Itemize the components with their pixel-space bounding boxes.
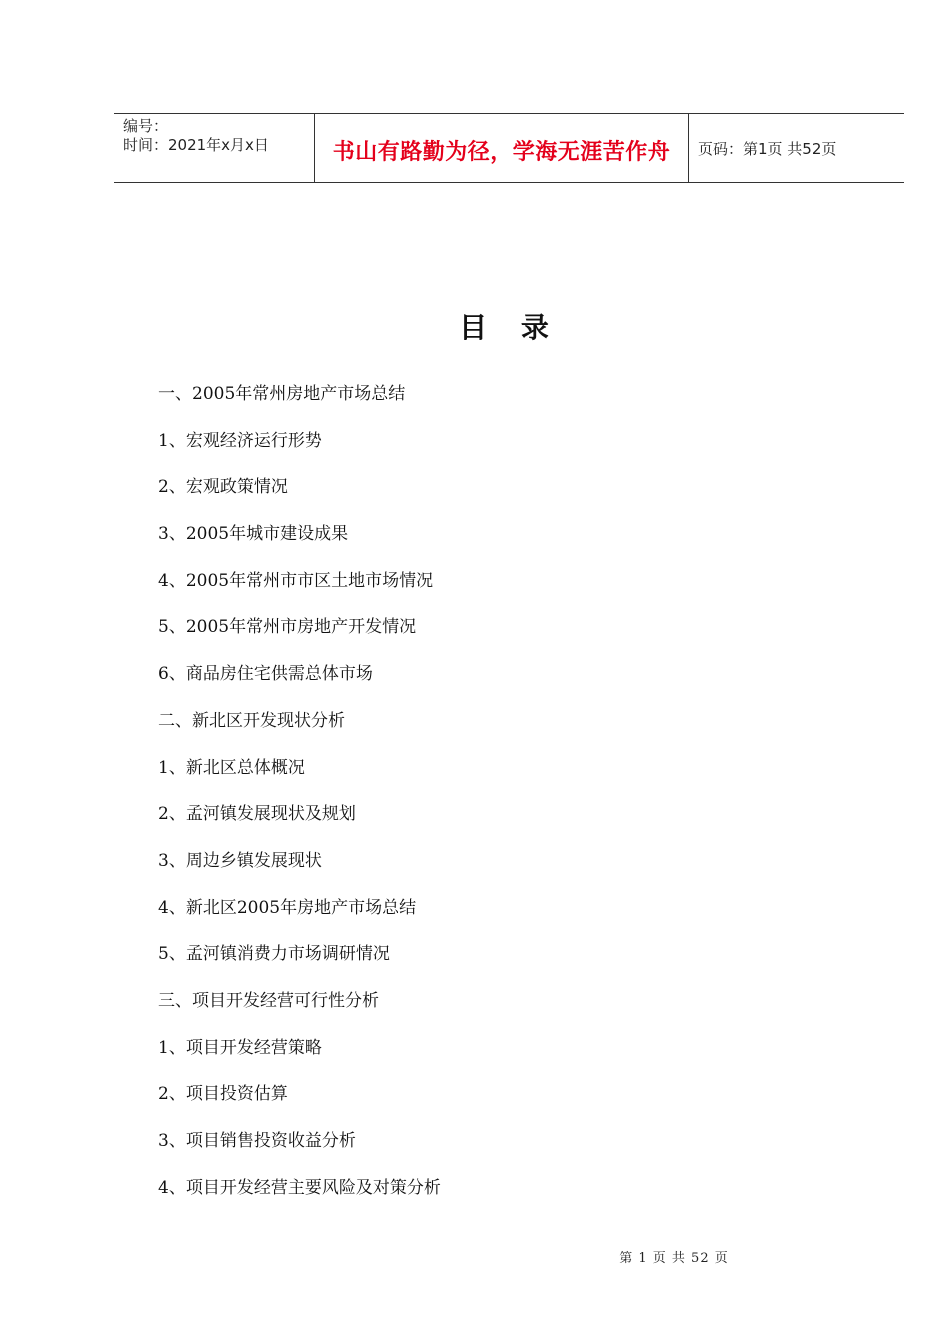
toc-item: 4、新北区2005年房地产市场总结 [158,897,417,918]
toc-item: 1、宏观经济运行形势 [158,430,322,451]
toc-item: 1、新北区总体概况 [158,757,305,778]
page-header [114,113,904,183]
toc-item: 3、项目销售投资收益分析 [158,1131,356,1151]
motto-text: 书山有路勤为径，学海无涯苦作舟 [332,138,671,165]
header-page-cell [689,114,904,182]
toc-item: 2、孟河镇发展现状及规划 [158,804,356,825]
toc-item: 2、项目投资估算 [158,1084,288,1105]
toc-item: 5、孟河镇消费力市场调研情况 [158,944,390,965]
page-label: 页码：第1页 共52页 [698,139,837,158]
header-motto-cell [315,114,689,182]
table-of-contents [158,378,441,1218]
header-meta-cell [114,114,315,182]
toc-item: 4、项目开发经营主要风险及对策分析 [158,1177,441,1198]
number-label: 编号： [123,117,169,135]
toc-item: 1、项目开发经营策略 [158,1037,322,1058]
time-label: 时间：2021年x月x日 [123,136,269,154]
toc-item: 三、项目开发经营可行性分析 [158,990,379,1011]
toc-item: 5、2005年常州市房地产开发情况 [158,617,417,638]
page-title: 目 录 [459,311,561,344]
toc-item: 一、2005年常州房地产市场总结 [158,384,406,404]
toc-item: 4、2005年常州市市区土地市场情况 [158,570,434,591]
toc-item: 3、2005年城市建设成果 [158,524,349,545]
page-footer: 第 1 页 共 52 页 [619,1251,729,1266]
toc-item: 2、宏观政策情况 [158,477,288,498]
toc-item: 3、周边乡镇发展现状 [158,850,322,871]
toc-item: 6、商品房住宅供需总体市场 [158,664,373,685]
toc-item: 二、新北区开发现状分析 [158,710,345,731]
